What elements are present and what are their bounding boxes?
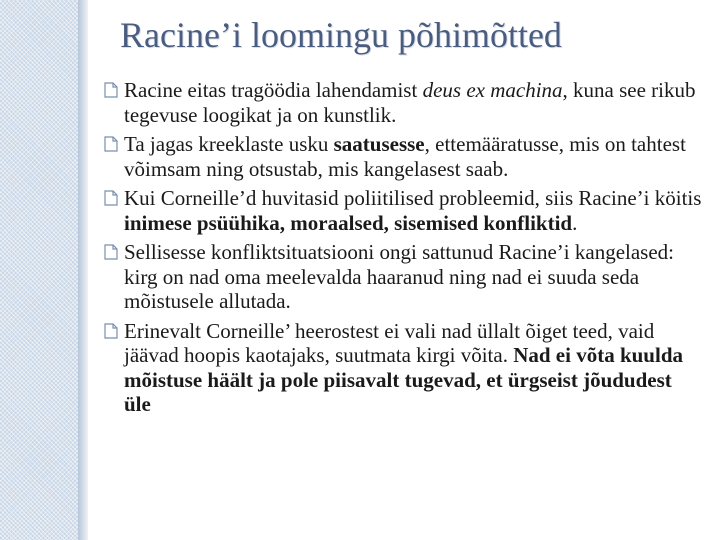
bullet-text: Racine eitas tragöödia lahendamist [124, 78, 423, 102]
page-bullet-icon [102, 135, 120, 153]
page-bullet-icon [102, 189, 120, 207]
bullet-text: Erinevalt Corneille’ heerostest ei vali nad üllalt õiget teed, vaid jäävad hoopis kaotajaks, suutmata kirgi võita. [124, 318, 655, 367]
bullet-item [102, 78, 702, 127]
page-bullet-icon [102, 322, 120, 340]
bullet-item [102, 132, 702, 181]
bullet-text-bold: inimese psüühika, moraalsed, sisemised konfliktid [124, 210, 573, 235]
bullet-item [102, 240, 702, 314]
slide-content [102, 78, 702, 422]
bullet-item [102, 186, 702, 235]
bullet-item [102, 319, 702, 417]
decorative-band-edge [78, 0, 88, 540]
bullet-text: Kui Corneille’d huvitasid poliitilised probleemid, siis Racine’i köitis [124, 186, 702, 210]
bullet-text: , ettemääratusse, mis on tahtest võimsam ning otsustab, mis kangelasest saab. [124, 132, 686, 181]
decorative-side-band [0, 0, 78, 540]
bullet-text: Sellisesse konfliktsituatsiooni ongi sattunud Racine’i kangelased: kirg on nad oma meelevalda haaranud ning nad ei suuda seda mõistusele allutada. [124, 240, 674, 313]
bullet-text: . [572, 210, 578, 235]
bullet-text-italic: deus ex machina [422, 78, 563, 102]
bullet-text-bold: saatusesse [333, 132, 425, 156]
bullet-text: , kuna see rikub tegevuse loogikat ja on kunstlik. [124, 78, 696, 127]
bullet-text-bold: Nad ei võta kuulda mõistuse häält ja pole piisavalt tugevad, et ürgseist jõududest üle [124, 343, 683, 416]
bullet-text: Ta jagas kreeklaste usku [124, 132, 334, 156]
slide-title: Racine’i loomingu põhimõtted [120, 15, 562, 55]
page-bullet-icon [102, 81, 120, 99]
page-bullet-icon [102, 243, 120, 261]
